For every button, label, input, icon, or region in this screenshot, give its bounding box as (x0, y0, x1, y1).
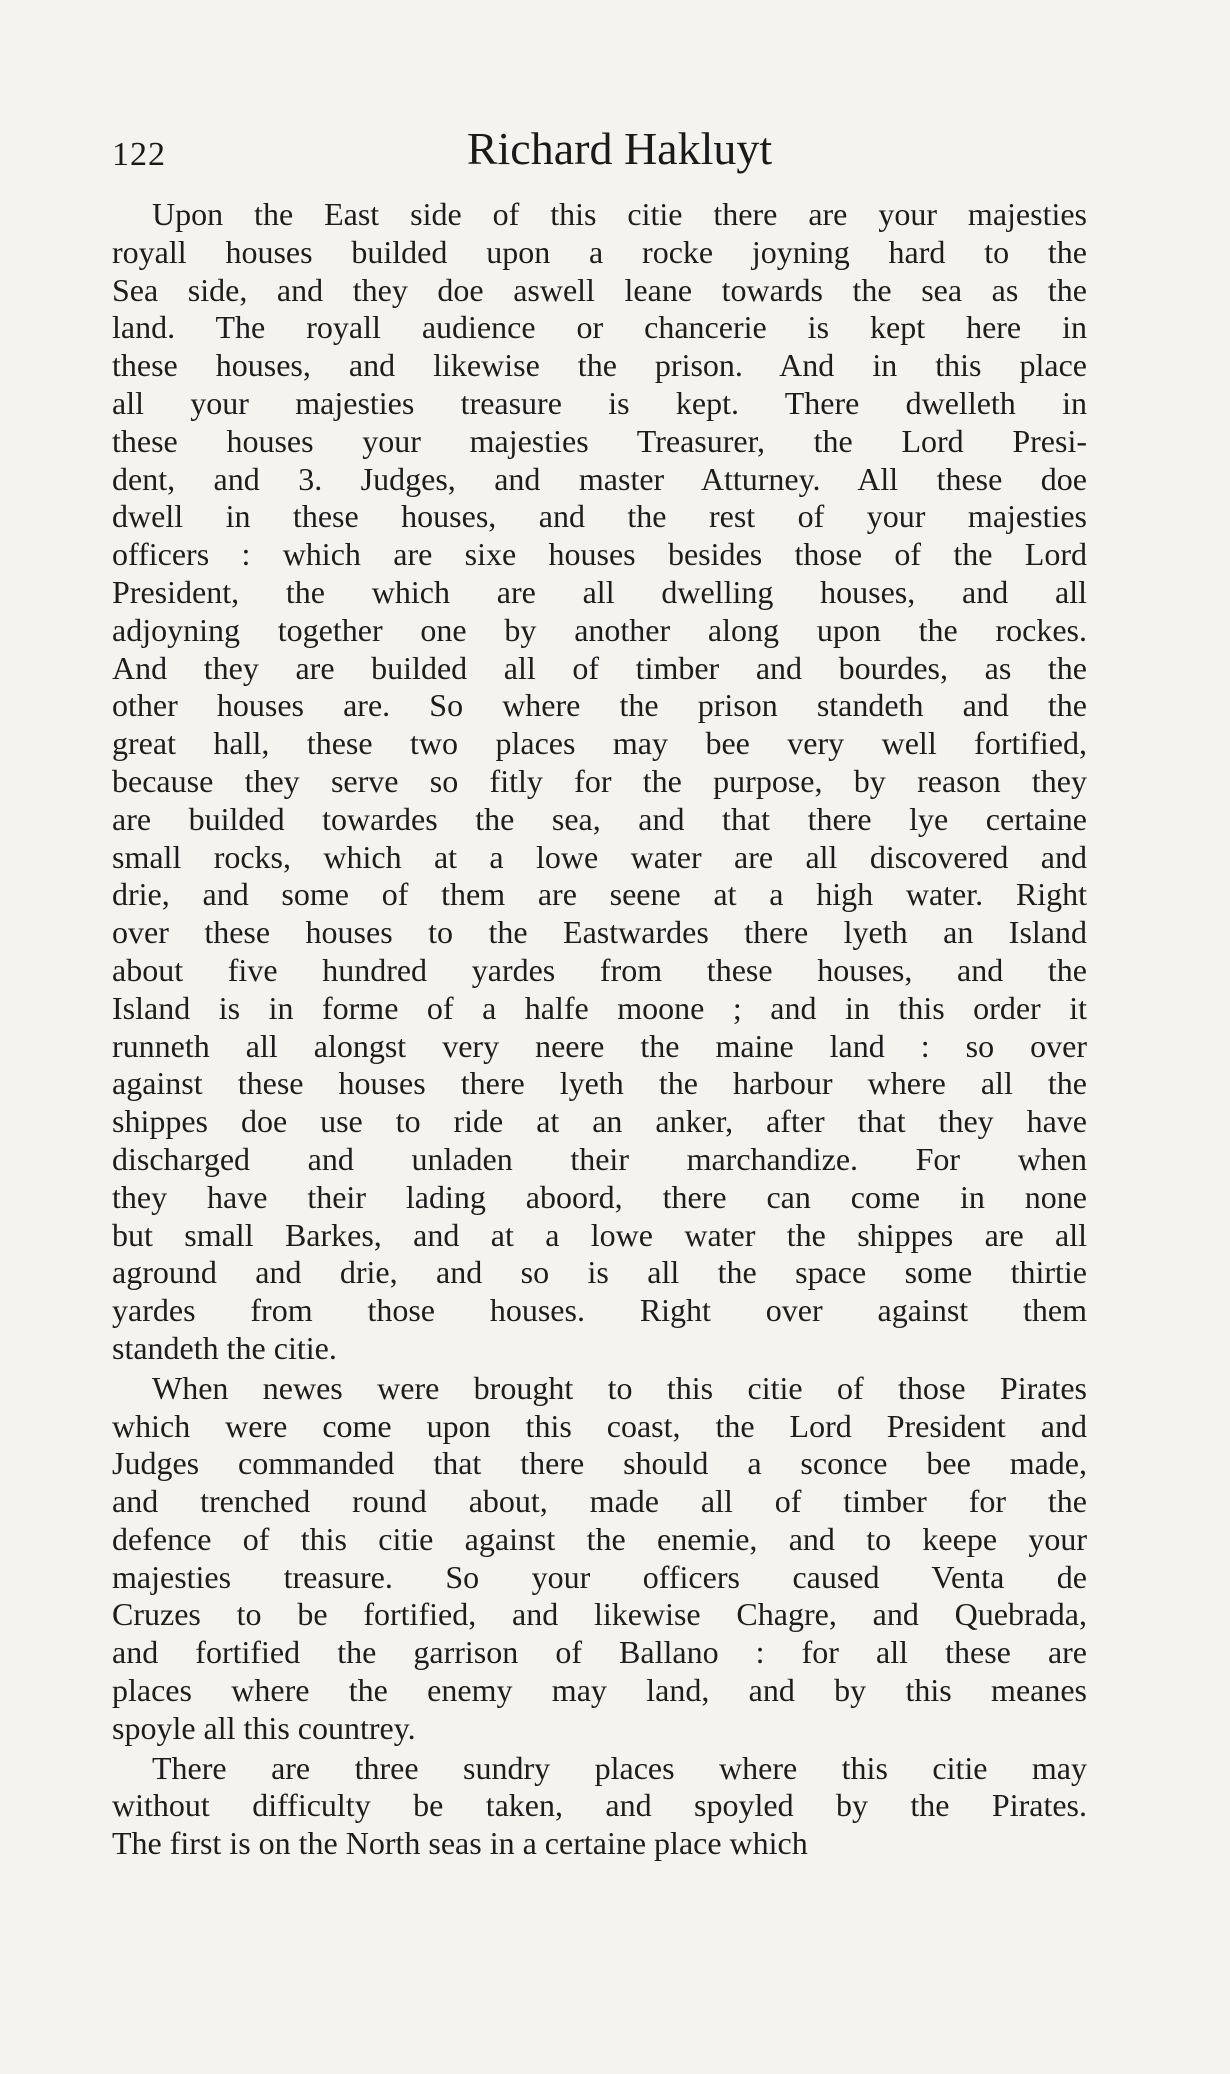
paragraph (112, 1370, 1087, 1748)
text-line: these houses, and likewise the prison. And in this place (112, 347, 1087, 384)
text-line: royall houses builded upon a rocke joyning hard to the (112, 233, 1087, 270)
text-line: aground and drie, and so is all the space some thirtie (112, 1254, 1087, 1291)
text-line: these houses your majesties Treasurer, the Lord Presi- (112, 422, 1087, 459)
text-line: drie, and some of them are seene at a high water. Right (112, 876, 1087, 913)
text-line: There are three sundry places where this citie may (152, 1749, 1087, 1786)
text-line: which were come upon this coast, the Lord President and (112, 1407, 1087, 1444)
body-text (112, 196, 1087, 1863)
text-line: other houses are. So where the prison standeth and the (112, 687, 1087, 724)
text-line: standeth the citie. (112, 1329, 337, 1366)
paragraph (112, 1750, 1087, 1863)
text-line: The first is on the North seas in a certaine place which (112, 1825, 808, 1862)
text-line: dwell in these houses, and the rest of your majesties (112, 498, 1087, 535)
text-line: about five hundred yardes from these houses, and the (112, 951, 1087, 988)
text-line: Judges commanded that there should a sconce bee made, (112, 1445, 1087, 1482)
text-line: and trenched round about, made all of timber for the (112, 1483, 1087, 1520)
text-line: Island is in forme of a halfe moone ; and in this order it (112, 989, 1087, 1026)
text-line: great hall, these two places may bee very well fortified, (112, 725, 1087, 762)
page-header (112, 122, 1087, 182)
text-line: land. The royall audience or chancerie is kept here in (112, 309, 1087, 346)
text-line: spoyle all this countrey. (112, 1709, 416, 1746)
text-line: Cruzes to be fortified, and likewise Chagre, and Quebrada, (112, 1596, 1087, 1633)
text-line: Upon the East side of this citie there are your majesties (152, 196, 1087, 232)
text-line: against these houses there lyeth the harbour where all the (112, 1065, 1087, 1102)
text-line: shippes doe use to ride at an anker, after that they have (112, 1103, 1087, 1140)
text-line: yardes from those houses. Right over against them (112, 1292, 1087, 1329)
text-line: Sea side, and they doe aswell leane towards the sea as the (112, 271, 1087, 308)
text-line: all your majesties treasure is kept. There dwelleth in (112, 384, 1087, 421)
text-line: President, the which are all dwelling houses, and all (112, 573, 1087, 610)
text-line: are builded towardes the sea, and that there lye certaine (112, 800, 1087, 837)
text-line: without difficulty be taken, and spoyled by the Pirates. (112, 1787, 1087, 1824)
text-line: When newes were brought to this citie of those Pirates (152, 1369, 1087, 1406)
paragraph (112, 196, 1087, 1368)
text-line: And they are builded all of timber and bourdes, as the (112, 649, 1087, 686)
text-line: they have their lading aboord, there can come in none (112, 1178, 1087, 1215)
running-head: Richard Hakluyt (466, 123, 773, 174)
page-number: 122 (112, 136, 166, 173)
text-line: defence of this citie against the enemie, and to keepe your (112, 1520, 1087, 1557)
text-line: places where the enemy may land, and by this meanes (112, 1672, 1087, 1709)
text-line: over these houses to the Eastwardes there lyeth an Island (112, 914, 1087, 951)
text-line: dent, and 3. Judges, and master Atturney. All these doe (112, 460, 1087, 497)
text-line: because they serve so fitly for the purpose, by reason they (112, 762, 1087, 799)
text-line: adjoyning together one by another along upon the rockes. (112, 611, 1087, 648)
text-line: majesties treasure. So your officers caused Venta de (112, 1558, 1087, 1595)
text-line: and fortified the garrison of Ballano : for all these are (112, 1634, 1087, 1671)
text-line: officers : which are sixe houses besides those of the Lord (112, 536, 1087, 573)
text-line: small rocks, which at a lowe water are all discovered and (112, 838, 1087, 875)
text-line: discharged and unladen their marchandize. For when (112, 1140, 1087, 1177)
text-line: but small Barkes, and at a lowe water the shippes are all (112, 1216, 1087, 1253)
text-line: runneth all alongst very neere the maine land : so over (112, 1027, 1087, 1064)
